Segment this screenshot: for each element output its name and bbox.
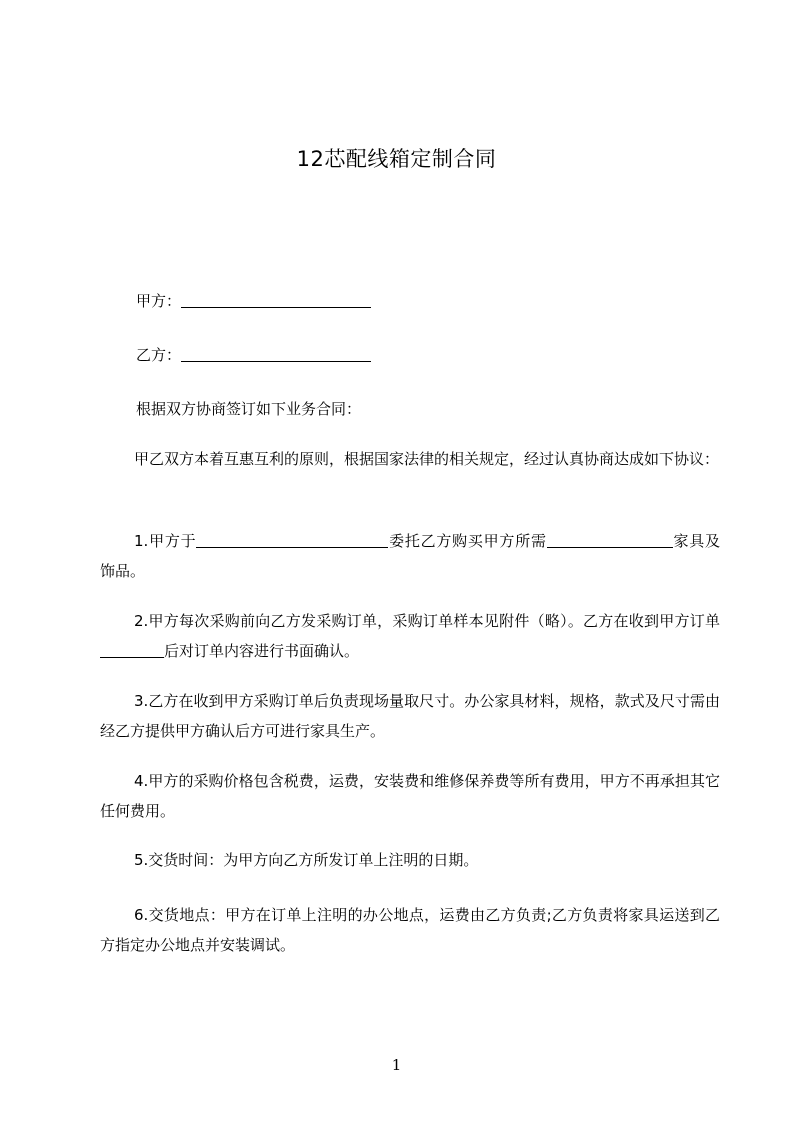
- clause-2-blank-days: [100, 642, 164, 658]
- party-b-line: [136, 344, 371, 365]
- party-b-label: 乙方：: [136, 346, 182, 364]
- party-b-blank: [181, 346, 371, 362]
- clause-5: 5.交货时间：为甲方向乙方所发订单上注明的日期。: [134, 851, 479, 869]
- preamble-paragraph: 甲乙双方本着互惠互利的原则，根据国家法律的相关规定，经过认真协商达成如下协议：: [134, 450, 720, 468]
- clause-1-text-c: 家具及饰品。: [100, 532, 720, 580]
- clause-2-text-a: 2.甲方每次采购前向乙方发采购订单，采购订单样本见附件（略）。乙方在收到甲方订单: [134, 612, 720, 630]
- intro-text: 根据双方协商签订如下业务合同：: [136, 400, 362, 418]
- clause-1-text-a: 1.甲方于: [134, 532, 197, 550]
- clause-4: 4.甲方的采购价格包含税费，运费，安装费和维修保养费等所有费用，甲方不再承担其它任何费用。: [100, 772, 720, 820]
- clause-1: [100, 526, 720, 586]
- page-title: 12芯配线箱定制合同: [296, 147, 497, 171]
- clause-2: [100, 606, 720, 666]
- page-number: 1: [391, 1056, 402, 1074]
- clause-2-text-b: 后对订单内容进行书面确认。: [164, 642, 360, 660]
- clause-3: 3.乙方在收到甲方采购订单后负责现场量取尺寸。办公家具材料，规格，款式及尺寸需由经乙方提供甲方确认后方可进行家具生产。: [100, 692, 720, 740]
- party-a-label: 甲方：: [136, 292, 182, 310]
- clause-1-blank-date: [196, 532, 388, 548]
- clause-6: 6.交货地点：甲方在订单上注明的办公地点，运费由乙方负责;乙方负责将家具运送到乙方指定办公地点并安装调试。: [100, 906, 720, 954]
- party-a-line: [136, 290, 371, 311]
- party-a-blank: [181, 292, 371, 308]
- clause-1-text-b: 委托乙方购买甲方所需: [388, 532, 547, 550]
- clause-1-blank-item: [547, 532, 673, 548]
